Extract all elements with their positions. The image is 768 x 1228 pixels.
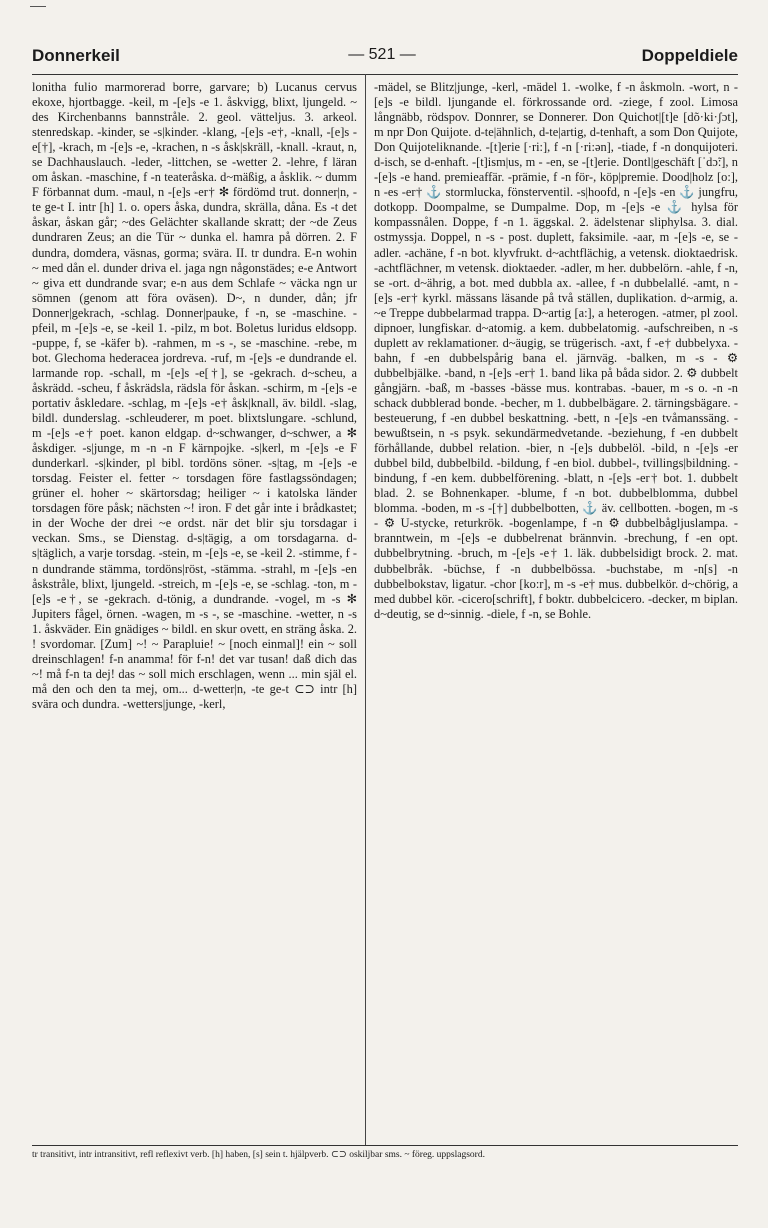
header-rule (32, 74, 738, 75)
left-column-text: lonitha fulio marmorerad borre, garvare; b) Lucanus cervus ekoxe, hjortbagge. -keil, m -[e]s -e 1. åskvigg, blixt, ljungeld. ~ des Kirchenbanns bannstråle. 2. geol. vätteljus. 3. arkeol. stenredskap. -kinder, se -s|kinder. -klang, -[e]s -e†, -knall, -[e]s -e[†], -krach, m -[e]s -e, -krachen, n -s åsk|skräll, -knall. -kraut, n, se Dachhauslauch. -leder, -littchen, se -wetter 2. -lehre, f läran om åskan. -maschine, f -n teateråska. d~mäßig, a åsklik. ~ dumm F förbannat dum. -maul, n -[e]s -er† ✻ fördömd trut. donner|n, -te ge-t I. intr [h] 1. o. opers åska, dundra, skrälla, dåna. Es -t det åskar, åskan går; ~des Gelächter skallande skratt; der ~de Zeus dundraren Zeus; an die Tür ~ dunka el. hamra på dörren. 2. F dundra, domdera, väsnas, gorma; svära. II. tr dundra. E-n wohin ~ med dån el. dunder driva el. jaga ngn någonstädes; e-e Antwort ~ giva ett dundrande svar; e-n aus dem Schlafe ~ väcka ngn ur sömnen (genom att föra oväsen). D~, n dunder, dån; jfr Donner|gekrach, -schlag. Donner|pauke, f -n, se -maschine. -pfeil, m -[e]s -e, se -keil 1. -pilz, m bot. Boletus luridus eldsopp. -puppe, f, se -käfer b). -rahmen, m -s -, se -maschine. -rebe, m bot. Glechoma hederacea jordreva. -ruf, m -[e]s -e dundrande el. larmande rop. -schall, m -[e]s -e[†], se -gekrach. d~scheu, a åskrädd. -scheu, f åskrädsla, rädsla för åskan. -schirm, m -[e]s -e portativ åskledare. -schlag, m -[e]s -e† åsk|knall, äv. bildl. -slag, bildl. dunderslag. -schleuderer, m poet. blixtslungare. -schlund, m -[e]s -e† poet. kanon eldgap. d~schwanger, d~schwer, a ✻ åskdiger. -s|junge, m -n -n F kärnpojke. -s|kerl, m -[e]s -e F dunderkarl. -s|kinder, pl bibl. tordöns söner. -s|tag, m -[e]s -e torsdag. Feister el. fetter ~ torsdagen före fastlagssöndagen; grüner el. hoher ~ skärtorsdag; heiliger ~ i katolska länder torsdagen före påsk; nächsten ~! iron. F det går inte i brådkastet; in der Woche der drei ~e ordst. när det blir sju torsdagar i veckan. Sms., se Dienstag. d-s|tägig, a om torsdagarna. d-s|täglich, a varje torsdag. -stein, m -[e]s -e, se -keil 2. -stimme, f -n dundrande stämma, tordöns|röst, -stämma. -strahl, m -[e]s -en åskstråle, blixt, ljungeld. -streich, m -[e]s -e, se -schlag. -ton, m -[e]s -e†, se -gekrach. d-tönig, a dundrande. -vogel, m -s ✻ Jupiters fågel, örnen. -wagen, m -s -, se -maschine. -wetter, n -s 1. åskväder. Ein gnädiges ~ bildl. en skur ovett, en sträng åska. 2. ! svordomar. [Zum] ~! ~ Parapluie! ~ [noch einmal]! ein ~ soll dreinschlagen! f-n anamma! för f-n! det var tusan! daß dich das ~! må f-n ta dej! das ~ soll mich erschlagen, wenn ... min själ el. må den och den ta mej, om... d-wetter|n, -te ge-t ⊂⊃ intr [h] svära och dundra. -wetters|junge, -kerl, (32, 80, 357, 711)
header-first-entry: Donnerkeil (32, 46, 120, 65)
column-divider (365, 74, 366, 1145)
footer-rule (32, 1145, 738, 1146)
page-number: — 521 — (348, 46, 416, 63)
page-header (32, 46, 738, 72)
right-column-text: -mädel, se Blitz|junge, -kerl, -mädel 1. -wolke, f -n åskmoln. -wort, n -[e]s -e bildl. ljungande el. förkrossande ord. -ziege, f zool. Limosa långnäbb, rödspov. Donnrer, se Donnerer. Don Quichot|[t]e [dõ·ki·ʃɔt], m npr Don Quijote. d-te|ähnlich, d-te|artig, d-tenhaft, a som Don Quijote, Don Quijoteliknande. -[t]erie [·ri:], f -n [·ri:ən], -tiade, f -n donquijoteri. d-isch, se d-enhaft. -[t]ism|us, m - -en, se -[t]erie. Dontl|geschäft [ˈdɔ̃:], n -[e]s -e hand. premieaffär. -prämie, f -n för-, köp|premie. Dood|holz [o:], n -es -er† ⚓ stormlucka, fönsterventil. -s|hoofd, n -[e]s -en ⚓ jungfru, dotkopp. Doompalme, se Dumpalme. Dop, m -[e]s -e ⚓ hylsa för kompassnålen. Doppe, f -n 1. äggskal. 2. ädelstenar sliphylsa. 3. dial. ostmyssja. Doppel, n -s - post. duplett, faksimile. -aar, m -[e]s -e, se -adler. -achäne, f -n bot. klyvfrukt. d~achtflächig, a vetensk. dioktaedrisk. -achtflächner, m vetensk. dioktaeder. -adler, m her. dubbelörn. -ahle, f -n, se -ort. d~ährig, a bot. med dubbla ax. -allee, f -n dubbelallé. -amt, n -[e]s -er† kyrkl. mässans läsande på två ställen, duplikation. d~armig, a. ~e Treppe dubbelarmad trappa. D~artig [a:], a heterogen. -atmer, pl zool. dipnoer, lungfiskar. d~atomig. a kem. dubbelatomig. -aufschreiben, n -s duplett av reklamationer. d~äugig, se trügerisch. -axt, f -e† dubbelyxa. -bahn, f -en dubbelspårig bana el. järnväg. -balken, m -s - ⚙ dubbelbjälke. -band, n -[e]s -er† 1. band lika på båda sidor. 2. ⚙ dubbelt gångjärn. -baß, m -basses -bässe mus. kontrabas. -bauer, m -s o. -n -n schack dubblerad bonde. -becher, m 1. dubbelbägare. 2. tärningsbägare. -besteuerung, f -en dubbel beskattning. -bett, n -[e]s -en tvåmanssäng. -bewußtsein, n -s psyk. sekundärmedvetande. -beziehung, f -en dubbelt förhållande, dubbel relation. -bier, n -[e]s dubbelöl. -bild, n -[e]s -er dubbel bild, dubbelbild. -bildung, f -en biol. dubbel-, tvillings|bildning. -bindung, f -en kem. dubbelförening. -blatt, n -[e]s -er† bot. 1. dubbelt blad. 2. se Bohnenkaper. -blume, f -n bot. dubbelblomma, dubbel blomma. -boden, m -s -[†] dubbelbotten, ⚓ äv. cellbotten. -bogen, m -s - ⚙ U-stycke, returkrök. -bogenlampe, f -n ⚙ dubbelbågljuslampa. -branntwein, m -[e]s -e dubbelrenat brännvin. -brechung, f -en opt. dubbelbrytning. -bruch, m -[e]s -e† 1. läk. dubbelsidigt brock. 2. mat. dubbelbråk. -büchse, f -n dubbelbössa. -buchstabe, m -n[s] -n dubbelbokstav, ligatur. -chor [ko:r], m -s -e† mus. dubbelkör. d~chörig, a med dubbel kör. -cicero[schrift], f boktr. dubbelcicero. -decker, m biplan. d~deutig, se d~sinnig. -diele, f -n, se Bohle. (374, 80, 738, 621)
abbreviation-footer: tr transitivt, intr intransitivt, refl reflexivt verb. [h] haben, [s] sein t. hjälpverb. ⊂⊃ oskiljbar sms. ~ föreg. uppslagsord. (32, 1150, 485, 1160)
header-last-entry: Doppeldiele (641, 46, 738, 65)
right-column (374, 80, 738, 1140)
left-column (32, 80, 357, 1140)
corner-mark (30, 6, 46, 7)
